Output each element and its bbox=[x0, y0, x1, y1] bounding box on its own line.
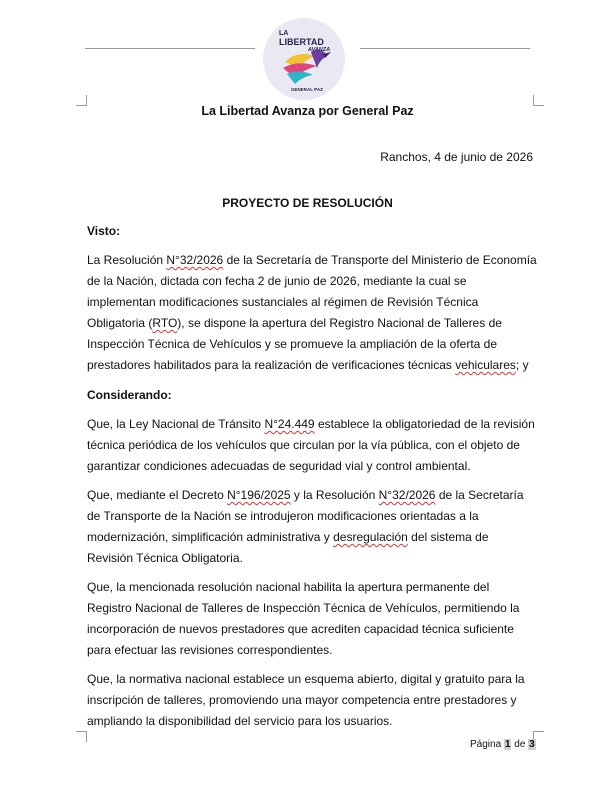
text-run: ), se dispone la apertura del Registro Nacional de Talleres de Inspección Técnica de Vehículos y se promueve la ampliación de la oferta de prestadores habilitados para la realización de verificaciones técnicas bbox=[87, 316, 502, 372]
spell-flag: N°32/2026 bbox=[378, 488, 436, 502]
text-run: La Resolución bbox=[87, 253, 167, 267]
considerando-heading: Considerando: bbox=[87, 388, 172, 402]
total-pages: 3 bbox=[529, 739, 535, 750]
spell-flag: desregulación bbox=[333, 530, 408, 544]
logo-text-avanza: AVANZA bbox=[308, 47, 331, 53]
header-rule-right bbox=[360, 48, 530, 49]
text-run: establece la obligatoriedad de la revisión técnica periódica de los vehículos que circulan por la vía pública, con el objeto de garantizar condiciones adecuadas de seguridad vial y control ambiental. bbox=[87, 417, 535, 473]
considerando-paragraph-3: Que, la mencionada resolución nacional habilita la apertura permanente del Registro Nacional de Talleres de Inspección Técnica de Vehículos, permitiendo la incorporación de nuevos prestadores que acrediten capacidad técnica suficiente para efectuar las revisiones correspondientes. bbox=[87, 580, 520, 657]
logo-text-libertad: LIBERTAD bbox=[279, 37, 324, 47]
header-title: La Libertad Avanza por General Paz bbox=[201, 104, 414, 118]
spell-flag: N°24.449 bbox=[264, 417, 315, 431]
spell-flag: RTO bbox=[152, 316, 178, 330]
page-label: Página bbox=[470, 739, 502, 750]
page-number bbox=[470, 739, 536, 750]
text-run: de la Secretaría de Transporte del Ministerio de Economía de la Nación, dictada con fecha 2 de junio de 2026, mediante la cual se implementan modificaciones sustanciales al régimen de Revisión Técnica Obligatoria ( bbox=[87, 253, 537, 330]
logo-text-general-paz: GENERAL PAZ bbox=[291, 87, 323, 92]
header-rule-left bbox=[85, 48, 255, 49]
text-run: Que, la Ley Nacional de Tránsito bbox=[87, 417, 265, 431]
document-title: PROYECTO DE RESOLUCIÓN bbox=[222, 196, 393, 210]
text-run: del sistema de Revisión Técnica Obligatoria. bbox=[87, 530, 489, 565]
considerando-paragraph-4: Que, la normativa nacional establece un esquema abierto, digital y gratuito para la inscripción de talleres, promoviendo una mayor competencia entre prestadores y ampliando la disponibilidad del servicio para los usuarios. bbox=[87, 672, 525, 728]
spell-flag: N°196/2025 bbox=[227, 488, 291, 502]
text-run: Que, mediante el Decreto bbox=[87, 488, 228, 502]
party-logo bbox=[263, 18, 345, 100]
considerando-paragraph-1 bbox=[87, 414, 537, 477]
text-run: ; y bbox=[515, 358, 529, 372]
visto-paragraph bbox=[87, 250, 537, 376]
spell-flag: N°32/2026 bbox=[166, 253, 224, 267]
text-run: de la Secretaría de Transporte de la Nación se introdujeron modificaciones orientadas a la modernización, simplificación administrativa y bbox=[87, 488, 524, 544]
of-label: de bbox=[514, 739, 526, 750]
visto-heading: Visto: bbox=[87, 224, 121, 238]
text-run: y la Resolución bbox=[290, 488, 379, 502]
spell-flag: vehiculares bbox=[455, 358, 516, 372]
current-page: 1 bbox=[504, 739, 511, 750]
document-date: Ranchos, 4 de junio de 2026 bbox=[380, 150, 533, 164]
crop-mark-bottom-left bbox=[76, 731, 87, 742]
considerando-paragraph-2 bbox=[87, 485, 537, 569]
logo-text-la: LA bbox=[279, 30, 289, 37]
